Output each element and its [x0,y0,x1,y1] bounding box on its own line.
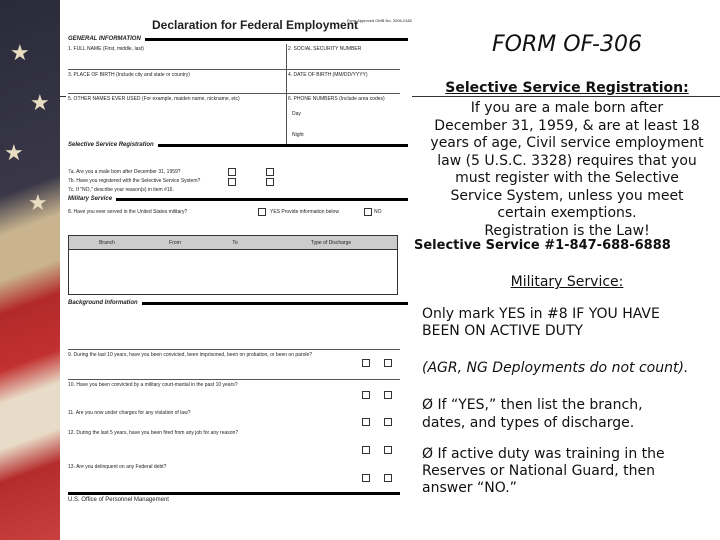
military-heading: Military Service: [510,274,624,290]
section-selective: Selective Service Registration [68,142,408,148]
ss-body: If you are a male born after December 31, 1959, & are at least 18 years of age, Civil service employment law (5 U.S.C. 3328) requires that you must register with the Selective Service System, unless you meet certain exemptions. Registration is the Law! [430,100,704,239]
col-from: From [169,239,181,246]
field-phone: 6. PHONE NUMBERS (Include area codes) [288,96,385,102]
military-note: (AGR, NG Deployments do not count). [422,360,689,376]
q11: 11. Are you now under charges for any violation of law? [68,410,191,416]
flag-background: ★ ★ ★ ★ [0,0,60,540]
omb-number: Form Approved OMB No. 3206-0182 [346,18,412,23]
q10: 10. Have you been convicted by a military court-martial in the past 10 years? [68,382,238,388]
form-title: Declaration for Federal Employment [152,18,359,32]
military-table [68,235,398,295]
q7b: 7b. Have you registered with the Selective Service System? [68,178,201,184]
divider-line [412,96,720,97]
q8-yes-label: YES Provide information below [270,209,339,215]
q12: 12. During the last 5 years, have you been fired from any job for any reason? [68,430,239,436]
q13: 13. Are you delinquent on any Federal debt? [68,464,167,470]
section-background: Background Information [68,300,408,306]
ss-heading: Selective Service Registration: [445,80,689,96]
col-discharge: Type of Discharge [310,239,352,246]
divider-line [52,96,66,97]
bullet-reserves: Ø If active duty was training in the Reserves or National Guard, then answer “NO.” [422,446,665,496]
of306-form-image [62,14,414,532]
field-ssn: 2. SOCIAL SECURITY NUMBER [288,46,362,52]
field-other-names: 5. OTHER NAMES EVER USED (For example, maiden name, nickname, etc) [68,96,240,102]
field-place-of-birth: 3. PLACE OF BIRTH (Include city and state or country) [68,72,190,78]
ss-phone: Selective Service #1-847-688-6888 [414,238,671,253]
military-body: Only mark YES in #8 IF YOU HAVE BEEN ON ACTIVE DUTY [422,306,660,339]
q8-no-label: NO [374,209,382,215]
field-dob: 4. DATE OF BIRTH (MM/DD/YYYY) [288,72,368,78]
phone-day: Day [292,111,301,117]
q7a: 7a. Are you a male born after December 31, 1959? [68,169,181,175]
section-general: GENERAL INFORMATION [68,36,408,42]
q7c: 7c. If "NO," describe your reason(s) in item #16. [68,187,174,193]
bullet-list-branch: Ø If “YES,” then list the branch, dates, and types of discharge. [422,397,643,431]
col-to: To [232,239,238,246]
q8: 8. Have you ever served in the United States military? [68,209,188,215]
section-military: Military Service [68,196,408,202]
slide-title: FORM OF-306 [492,32,642,57]
form-footer: U.S. Office of Personnel Management [68,497,169,503]
field-full-name: 1. FULL NAME (First, middle, last) [68,46,144,52]
q9: 9. During the last 10 years, have you been convicted, been imprisoned, been on probation, or been on parole? [68,352,313,358]
col-branch: Branch [99,239,115,246]
phone-night: Night [292,132,304,138]
